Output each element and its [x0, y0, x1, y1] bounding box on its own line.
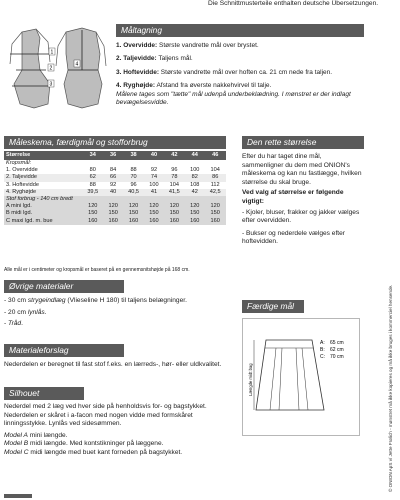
- row-label: B midi lgd.: [4, 210, 82, 217]
- page-marker-bar: [4, 494, 32, 498]
- size-guide-bold: Ved valg af størrelse er følgende vigtigt:: [242, 189, 344, 205]
- table-header-row: [4, 151, 226, 160]
- materialeforslag-title: Materialeforslag: [9, 345, 69, 355]
- table-cell: 150: [82, 210, 104, 217]
- model-item: Model C midi længde med buet kant forneden på bagstykket.: [4, 448, 183, 456]
- measurement-item: 2. Taljevidde: Taljens mål.: [116, 55, 193, 63]
- table-cell: 66: [104, 174, 123, 181]
- column-header: 34: [82, 151, 104, 160]
- model-item: Model B midi længde. Med kontstikninger på læggene.: [4, 440, 164, 448]
- silhouette-description: Nederdel med 2 læg ved hver side på henholdsvis for- og bagstykket. Nederdelen er skåret i a-facon med nogen vidde med formskåret linningsstykke. Lynlås ved sidesømmen.: [4, 403, 207, 428]
- table-cell: 62: [82, 174, 104, 181]
- table-cell: 160: [204, 218, 226, 225]
- silhouette-text: [4, 403, 229, 458]
- materials-list: [4, 297, 229, 332]
- legend-value-b: 62 cm: [330, 347, 344, 353]
- section-header-den-rette: [242, 136, 364, 149]
- size-guide: [242, 153, 364, 247]
- list-item: - 20 cm lynlås.: [4, 308, 47, 316]
- table-cell: 96: [130, 181, 137, 188]
- column-header: 42: [164, 151, 186, 160]
- table-cell: 150: [104, 210, 123, 217]
- size-guide-text: Efter du har taget dine mål, sammenligner du dem med ONION's måleskema og kan nu fastlægge, hvilken størrelse du skal bruge.: [242, 153, 362, 186]
- table-cell: 120: [164, 203, 186, 210]
- table-cell: 120: [144, 203, 163, 210]
- model-item: Model A mini længde.: [4, 431, 68, 439]
- material-suggestion-text: Nederdelen er beregnet til fast stof f.eks. en lærreds-, hør- eller uldkvalitet.: [4, 361, 222, 368]
- table-row: [4, 189, 226, 196]
- maltagning-title: Måltagning: [121, 25, 162, 35]
- row-label: 1. Overvidde: [6, 167, 38, 174]
- legend-key-c: C:: [320, 354, 325, 360]
- legend-key-a: A:: [320, 340, 325, 346]
- row-label: 4. Ryghøjde: [4, 189, 82, 196]
- section-header-materialeforslag: [4, 344, 124, 357]
- measurement-note: Målene tages som "tætte" mål udenpå underbeklædning. I mønstret er der indlagt bevægelsesvidde.: [116, 91, 351, 107]
- table-footnote: Alle mål er i centimeter og kropsmål er baseret på en gennemsnitshøjde på 168 cm.: [4, 267, 190, 273]
- row-label: 2. Taljevidde: [4, 174, 82, 181]
- table-cell: 100: [149, 181, 159, 188]
- table-cell: 41,5: [164, 189, 186, 196]
- measurement-list: [116, 42, 366, 113]
- table-cell: 82: [185, 174, 204, 181]
- table-cell: 150: [164, 210, 186, 217]
- faerdige-title: Færdige mål: [247, 301, 295, 311]
- table-group-row: Kropsmål:: [6, 160, 32, 166]
- size-table: [4, 151, 226, 225]
- table-cell: 120: [123, 203, 145, 210]
- list-item: - Tråd.: [4, 320, 23, 328]
- table-cell: 120: [104, 203, 123, 210]
- column-header: 46: [204, 151, 226, 160]
- table-cell: 160: [185, 218, 204, 225]
- section-header-silhouet: [4, 387, 84, 400]
- ovrige-title: Øvrige materialer: [9, 281, 74, 291]
- table-cell: 39,5: [82, 189, 104, 196]
- table-cell: 160: [144, 218, 163, 225]
- table-cell: 160: [123, 218, 145, 225]
- table-cell: 120: [82, 203, 104, 210]
- table-cell: 86: [204, 174, 226, 181]
- table-cell: 100: [190, 167, 200, 174]
- section-header-ovrige: [4, 280, 124, 293]
- figure-number-2: 2: [49, 65, 53, 72]
- table-cell: 84: [110, 167, 117, 174]
- list-item: - Kjoler, bluser, frakker og jakker vælges efter overvidden.: [242, 208, 360, 225]
- table-cell: 150: [185, 210, 204, 217]
- table-cell: 160: [82, 218, 104, 225]
- table-cell: 80: [89, 167, 96, 174]
- table-cell: 70: [123, 174, 145, 181]
- table-cell: 120: [204, 203, 226, 210]
- copyright-text: © ONION ApS v/ Jette Frølich - mønstret må ikke kopieres og må ikke bruges i kommerciel hensende.: [388, 284, 393, 492]
- table-cell: 40,5: [123, 189, 145, 196]
- legend-key-b: B:: [320, 347, 325, 353]
- table-cell: 120: [185, 203, 204, 210]
- column-header: Størrelse: [4, 151, 82, 160]
- table-cell: 112: [210, 181, 220, 188]
- table-cell: 92: [150, 167, 158, 174]
- legend-value-c: 70 cm: [330, 354, 344, 360]
- table-row: [4, 218, 226, 225]
- silhouet-title: Silhouet: [9, 388, 40, 398]
- table-cell: 88: [130, 167, 137, 174]
- list-item: - Bukser og nederdele vælges efter hoftevidden.: [242, 229, 345, 246]
- side-label: Længde midt bag: [248, 363, 253, 396]
- table-cell: 40: [104, 189, 123, 196]
- table-cell: 160: [104, 218, 123, 225]
- measurement-item: 1. Overvidde: Største vandrette mål over brystet.: [116, 42, 259, 49]
- table-cell: 42,5: [204, 189, 226, 196]
- table-cell: 104: [210, 167, 220, 174]
- row-label: C maxi lgd. m. bue: [4, 218, 82, 225]
- section-header-maleskema: [4, 136, 226, 149]
- table-cell: 104: [169, 181, 180, 188]
- legend-value-a: 65 cm: [330, 340, 344, 346]
- table-cell: 78: [164, 174, 186, 181]
- section-header-faerdige: [242, 300, 304, 313]
- table-cell: 41: [144, 189, 163, 196]
- body-measurement-figure: [4, 24, 109, 124]
- column-header: 40: [144, 151, 163, 160]
- table-row: [4, 182, 226, 189]
- figure-number-3: 3: [49, 81, 53, 88]
- table-cell: 88: [89, 181, 96, 188]
- section-header-maltagning: [116, 24, 364, 37]
- den-rette-title: Den rette størrelse: [247, 137, 317, 147]
- skirt-figure: [242, 318, 360, 436]
- intro-text: Die Schnittmusterteile enthalten deutsche Übersetzungen.: [208, 0, 379, 7]
- row-label: 3. Hoftevidde: [6, 181, 39, 188]
- table-cell: 160: [164, 218, 186, 225]
- column-header: 36: [104, 151, 123, 160]
- table-cell: 150: [123, 210, 145, 217]
- column-header: 38: [123, 151, 145, 160]
- table-row: [4, 210, 226, 217]
- table-cell: 108: [190, 181, 200, 188]
- table-cell: 74: [144, 174, 163, 181]
- copyright-notice: [388, 284, 398, 492]
- measurement-item: 4. Ryghøjde: Afstand fra øverste nakkehvirvel til talje.: [116, 81, 272, 89]
- table-row: [4, 167, 226, 174]
- table-cell: 92: [110, 181, 117, 188]
- column-header: 44: [185, 151, 204, 160]
- figure-number-1: 1: [50, 49, 54, 56]
- maleskema-title: Måleskema, færdigmål og stofforbrug: [9, 137, 148, 147]
- table-row: [4, 174, 226, 181]
- row-label: A mini lgd.: [4, 203, 82, 210]
- table-group-row: Stof forbrug - 140 cm bredt: [4, 196, 226, 203]
- measurement-item: 3. Hoftevidde: Største vandrette mål over hoften ca. 21 cm nede fra taljen.: [116, 68, 333, 76]
- list-item: - 30 cm strygeindlæg (Vlieseline H 180) til taljens belægninger.: [4, 297, 187, 304]
- table-cell: 150: [144, 210, 163, 217]
- figure-number-4: 4: [75, 61, 79, 68]
- table-cell: 42: [185, 189, 204, 196]
- table-cell: 150: [204, 210, 226, 217]
- table-row: [4, 203, 226, 210]
- table-cell: 96: [171, 167, 178, 174]
